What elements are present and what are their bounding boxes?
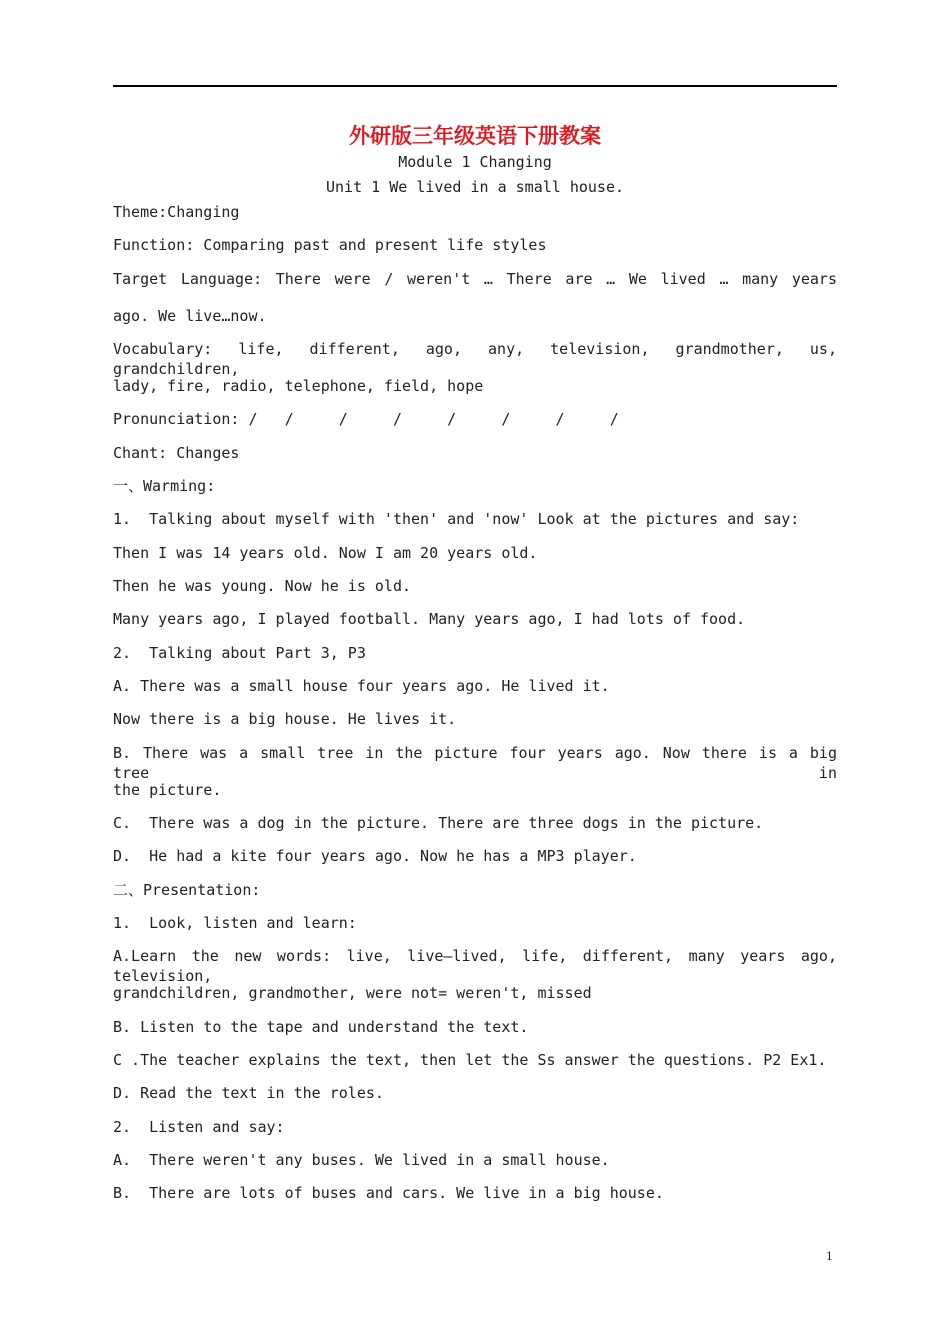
unit-heading: Unit 1 We lived in a small house. — [325, 178, 624, 196]
pronunciation-line: Pronunciation: / / / / / / / / — [113, 410, 619, 428]
list-item: 1. Talking about myself with 'then' and 'now' Look at the pictures and say: — [113, 510, 800, 528]
vocabulary-line-cont: lady, fire, radio, telephone, field, hope — [113, 377, 484, 395]
paragraph-line: C .The teacher explains the text, then let the Ss answer the questions. P2 Ex1. — [113, 1051, 827, 1069]
paragraph-line: B. Listen to the tape and understand the text. — [113, 1018, 529, 1036]
list-item: 2. Talking about Part 3, P3 — [113, 644, 366, 662]
header-rule — [113, 85, 837, 87]
paragraph-line: C. There was a dog in the picture. There are three dogs in the picture. — [113, 814, 764, 832]
paragraph-line: A. There was a small house four years ago. He lived it. — [113, 677, 610, 695]
section-heading-presentation: 二、Presentation: — [113, 881, 261, 899]
page-number: 1 — [826, 1248, 833, 1263]
paragraph-line: Then I was 14 years old. Now I am 20 years old. — [113, 544, 538, 562]
module-heading: Module 1 Changing — [398, 153, 552, 171]
theme-line: Theme:Changing — [113, 203, 240, 221]
paragraph-line: Then he was young. Now he is old. — [113, 577, 412, 595]
paragraph-line: A.Learn the new words: live, live—lived, life, different, many years ago, television, — [113, 947, 837, 985]
paragraph-line: Now there is a big house. He lives it. — [113, 710, 457, 728]
paragraph-line: D. Read the text in the roles. — [113, 1084, 384, 1102]
list-item: 1. Look, listen and learn: — [113, 914, 357, 932]
function-line: Function: Comparing past and present life styles — [113, 236, 547, 254]
paragraph-line: D. He had a kite four years ago. Now he has a MP3 player. — [113, 847, 637, 865]
document-title: 外研版三年级英语下册教案 — [349, 123, 601, 148]
vocabulary-line: Vocabulary: life, different, ago, any, television, grandmother, us, grandchildren, — [113, 340, 837, 378]
chant-line: Chant: Changes — [113, 444, 240, 462]
list-item: 2. Listen and say: — [113, 1118, 285, 1136]
target-language-line-cont: ago. We live…now. — [113, 307, 267, 325]
paragraph-line: B. There are lots of buses and cars. We live in a big house. — [113, 1184, 664, 1202]
paragraph-line: B. There was a small tree in the picture four years ago. Now there is a big tree in — [113, 744, 837, 782]
paragraph-line: grandchildren, grandmother, were not= weren't, missed — [113, 984, 592, 1002]
target-language-line: Target Language: There were / weren't … There are … We lived … many years — [113, 270, 837, 288]
paragraph-line: the picture. — [113, 781, 222, 799]
paragraph-line: Many years ago, I played football. Many years ago, I had lots of food. — [113, 610, 746, 628]
section-heading-warming: 一、Warming: — [113, 477, 216, 495]
paragraph-line: A. There weren't any buses. We lived in a small house. — [113, 1151, 610, 1169]
